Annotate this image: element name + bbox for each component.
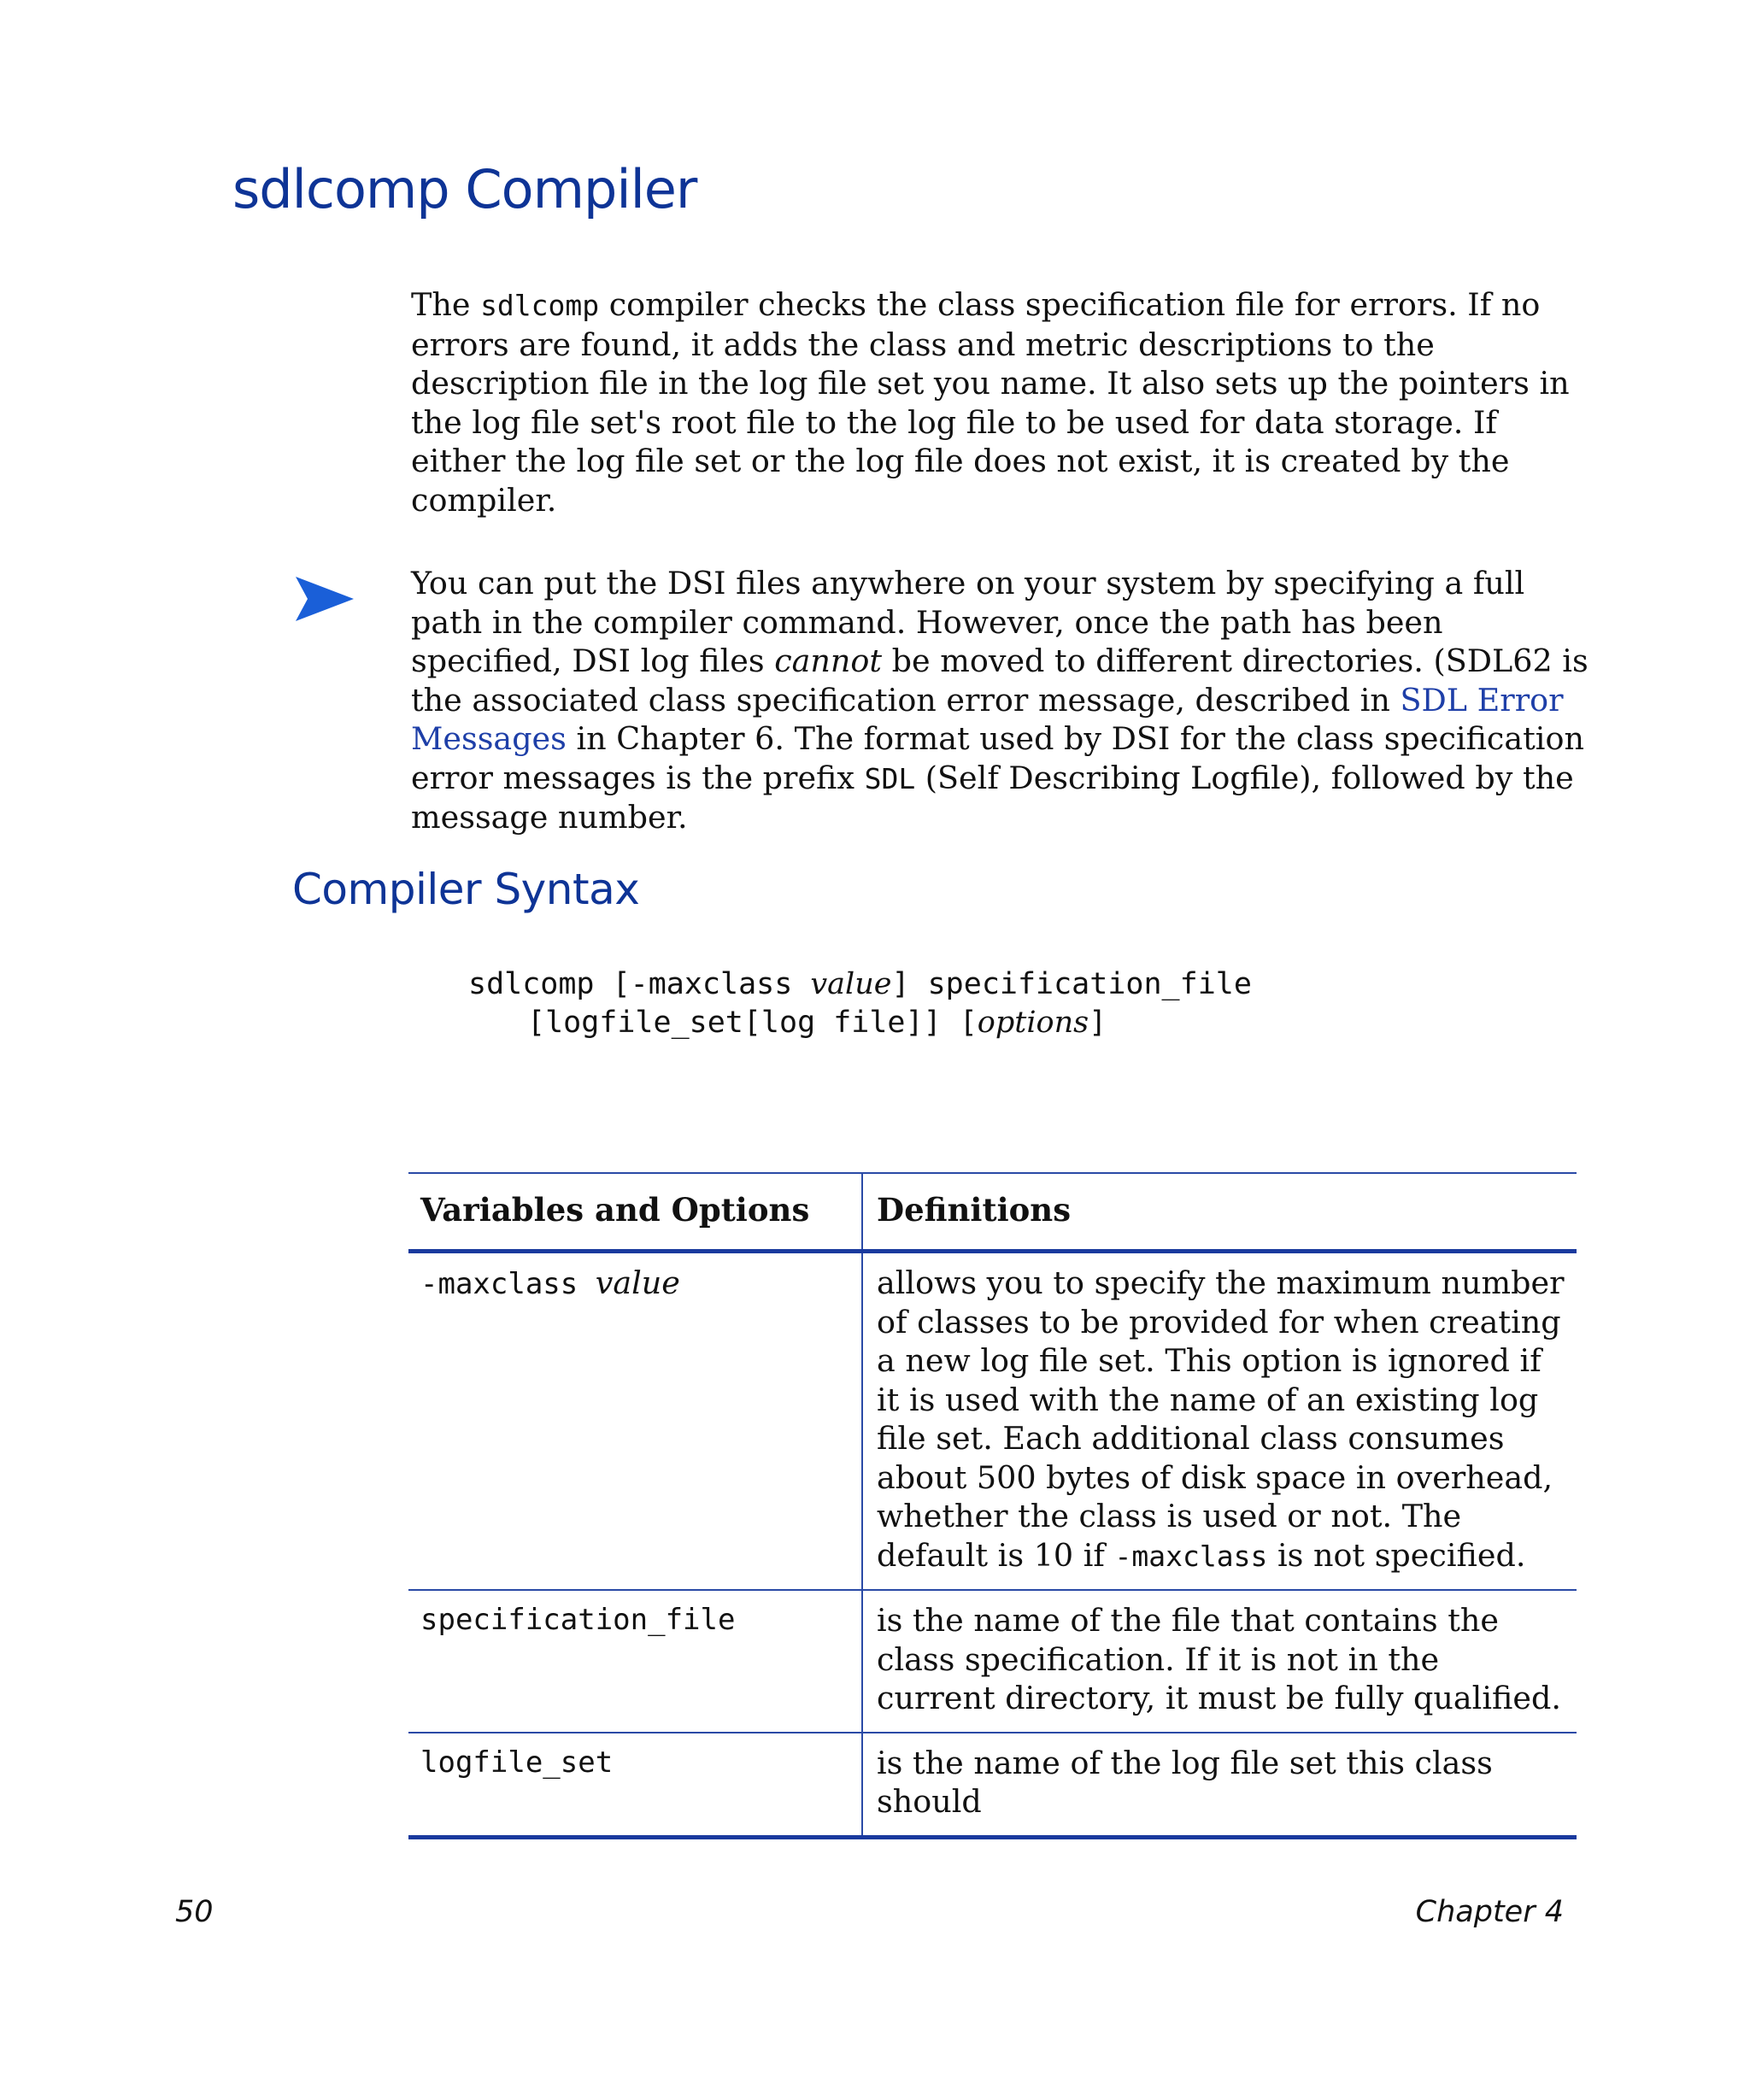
note-part2: be moved to different directories. (SDL62 is the associated class specification error message, described in: [411, 642, 1589, 719]
intro-code: sdlcomp: [480, 289, 600, 322]
chapter-label: Chapter 4: [1415, 1895, 1564, 1929]
table-row: [408, 1590, 1577, 1733]
option-var: value: [595, 1264, 680, 1301]
arrow-right-icon: [296, 577, 354, 621]
syntax-line2-var: options: [977, 1006, 1089, 1040]
table-row: [408, 1733, 1577, 1838]
option-cell: logfile_set: [408, 1733, 862, 1838]
definition-text-b: is not specified.: [1267, 1536, 1526, 1574]
syntax-line1-b: ] specification_file: [891, 967, 1252, 1001]
note-part1: You can put the DSI files anywhere on your system by specifying a full path in the compiler command. However, once the path has been specified, DSI log files: [411, 565, 1525, 679]
syntax-line2-b: ]: [1089, 1006, 1107, 1040]
sdl-error-messages-link[interactable]: SDL Error Messages: [411, 681, 1564, 757]
note-part3: in Chapter 6. The format used by DSI for the class specification error messages is the prefix: [411, 720, 1584, 796]
syntax-line1-a: sdlcomp [-maxclass: [468, 967, 811, 1001]
header-definitions: Definitions: [862, 1173, 1577, 1252]
intro-lead: The: [411, 286, 481, 323]
definition-cell: [862, 1252, 1577, 1591]
syntax-line2-a: [logfile_set[log file]] [: [527, 1006, 978, 1040]
page-title: sdlcomp Compiler: [232, 158, 697, 220]
note-part4: (Self Describing Logfile), followed by the message number.: [411, 759, 1574, 836]
intro-rest: compiler checks the class specification file for errors. If no errors are found, it adds the class and metric descriptions to the description file in the log file set you name. It also sets up the pointers in the log file set's root file to the log file to be used for data storage. If either the log file set or the log file does not exist, it is created by the compiler.: [411, 286, 1570, 519]
header-variables-options: Variables and Options: [408, 1173, 862, 1252]
definition-cell: is the name of the file that contains the class specification. If it is not in the current directory, it must be fully qualified.: [862, 1590, 1577, 1733]
note-paragraph: [411, 564, 1590, 837]
syntax-line-1: [468, 965, 1252, 1004]
option-name: -maxclass: [420, 1267, 596, 1301]
note-code: SDL: [864, 761, 916, 795]
note-emphasis: cannot: [774, 642, 883, 679]
definition-code: -maxclass: [1114, 1539, 1268, 1573]
table-header-row: [408, 1173, 1577, 1252]
option-cell: [408, 1252, 862, 1591]
definition-cell: is the name of the log file set this class should: [862, 1733, 1577, 1838]
syntax-line1-var: value: [810, 967, 892, 1001]
syntax-line-2: [527, 1004, 1107, 1042]
section-title: Compiler Syntax: [292, 865, 640, 914]
intro-paragraph: [411, 285, 1590, 519]
page-number: 50: [175, 1895, 214, 1929]
table-row: [408, 1252, 1577, 1591]
definition-text-a: allows you to specify the maximum number of classes to be provided for when creating a new log file set. This option is ignored if it is used with the name of an existing log file set. Each additional class consumes about 500 bytes of disk space in overhead, whether the class is used or not. The default is 10 if: [877, 1264, 1565, 1574]
option-cell: specification_file: [408, 1590, 862, 1733]
options-table: [408, 1172, 1577, 1839]
